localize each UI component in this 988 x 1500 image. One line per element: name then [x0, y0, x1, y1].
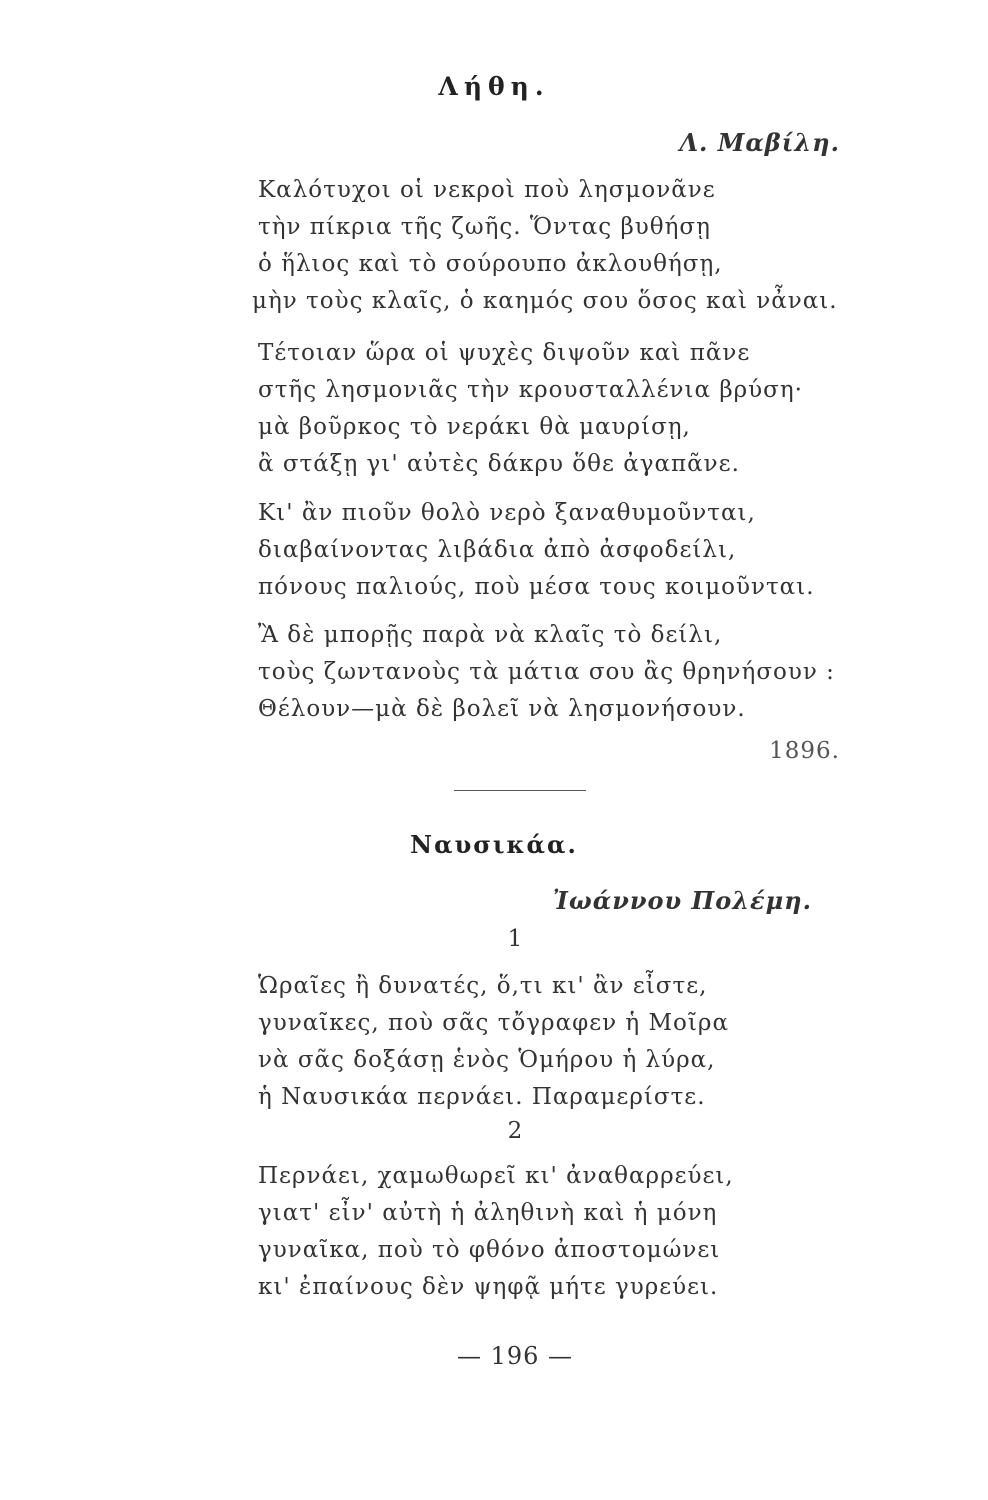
verse-line: πόνους παλιούς, ποὺ μέσα τους κοιμοῦνται.	[258, 574, 815, 600]
verse-line: Καλότυχοι οἱ νεκροὶ ποὺ λησμονᾶνε	[258, 177, 716, 203]
poem-author-2: Ἰωάννου Πολέμη.	[552, 886, 812, 915]
poem-title-2: Ναυσικάα.	[410, 830, 578, 859]
stanza-1	[252, 172, 838, 320]
verse-line: γυναῖκες, ποὺ σᾶς τὄγραφεν ἡ Μοῖρα	[258, 1010, 729, 1036]
verse-line: στῆς λησμονιᾶς τὴν κρουσταλλένια βρύση·	[258, 377, 803, 403]
verse-line: γυναῖκα, ποὺ τὸ φθόνο ἀποστομώνει	[258, 1237, 721, 1263]
verse-line: τοὺς ζωντανοὺς τὰ μάτια σου ἂς θρηνήσουν :	[258, 659, 835, 685]
verse-line: γιατ' εἶν' αὐτὴ ἡ ἀληθινὴ καὶ ἡ μόνη	[258, 1200, 718, 1226]
verse-line: Κι' ἂν πιοῦν θολὸ νερὸ ξαναθυμοῦνται,	[258, 500, 756, 526]
section-1-verses	[258, 968, 729, 1116]
section-number: 1	[507, 926, 523, 952]
poem-author: Λ. Μαβίλη.	[679, 128, 840, 157]
stanza-3	[258, 495, 815, 606]
page-number: — 196 —	[456, 1342, 574, 1370]
section-number: 2	[507, 1118, 523, 1144]
verse-line: νὰ σᾶς δοξάσῃ ἑνὸς Ὁμήρου ἡ λύρα,	[258, 1047, 716, 1073]
verse-line: Ἂ δὲ μπορῇς παρὰ νὰ κλαῖς τὸ δείλι,	[258, 622, 723, 648]
verse-line: Ὡραῖες ἢ δυνατές, ὅ,τι κι' ἂν εἶστε,	[258, 973, 708, 999]
verse-line: Περνάει, χαμωθωρεῖ κι' ἀναθαρρεύει,	[258, 1163, 734, 1189]
poem-date: 1896.	[769, 738, 840, 764]
section-divider	[454, 790, 586, 791]
stanza-2	[258, 335, 803, 483]
section-2-verses	[258, 1158, 734, 1306]
poem-title: Λήθη.	[438, 72, 550, 101]
verse-line: ἂ στάξῃ γι' αὐτὲς δάκρυ ὅθε ἀγαπᾶνε.	[258, 451, 740, 477]
verse-line: Θέλουν—μὰ δὲ βολεῖ νὰ λησμονήσουν.	[258, 696, 746, 722]
verse-line: Τέτοιαν ὥρα οἱ ψυχὲς διψοῦν καὶ πᾶνε	[258, 340, 751, 366]
stanza-4	[258, 617, 835, 728]
verse-line: μὰ βοῦρκος τὸ νεράκι θὰ μαυρίσῃ,	[258, 414, 691, 440]
verse-line: ἡ Ναυσικάα περνάει. Παραμερίστε.	[258, 1084, 706, 1110]
verse-line: μὴν τοὺς κλαῖς, ὁ καημός σου ὅσος καὶ νἆναι.	[252, 288, 838, 314]
verse-line: τὴν πίκρια τῆς ζωῆς. Ὅντας βυθήσῃ	[258, 214, 711, 240]
verse-line: διαβαίνοντας λιβάδια ἀπὸ ἀσφοδείλι,	[258, 537, 737, 563]
verse-line: κι' ἐπαίνους δὲν ψηφᾷ μήτε γυρεύει.	[258, 1274, 719, 1300]
verse-line: ὁ ἥλιος καὶ τὸ σούρουπο ἀκλουθήσῃ,	[258, 251, 723, 277]
